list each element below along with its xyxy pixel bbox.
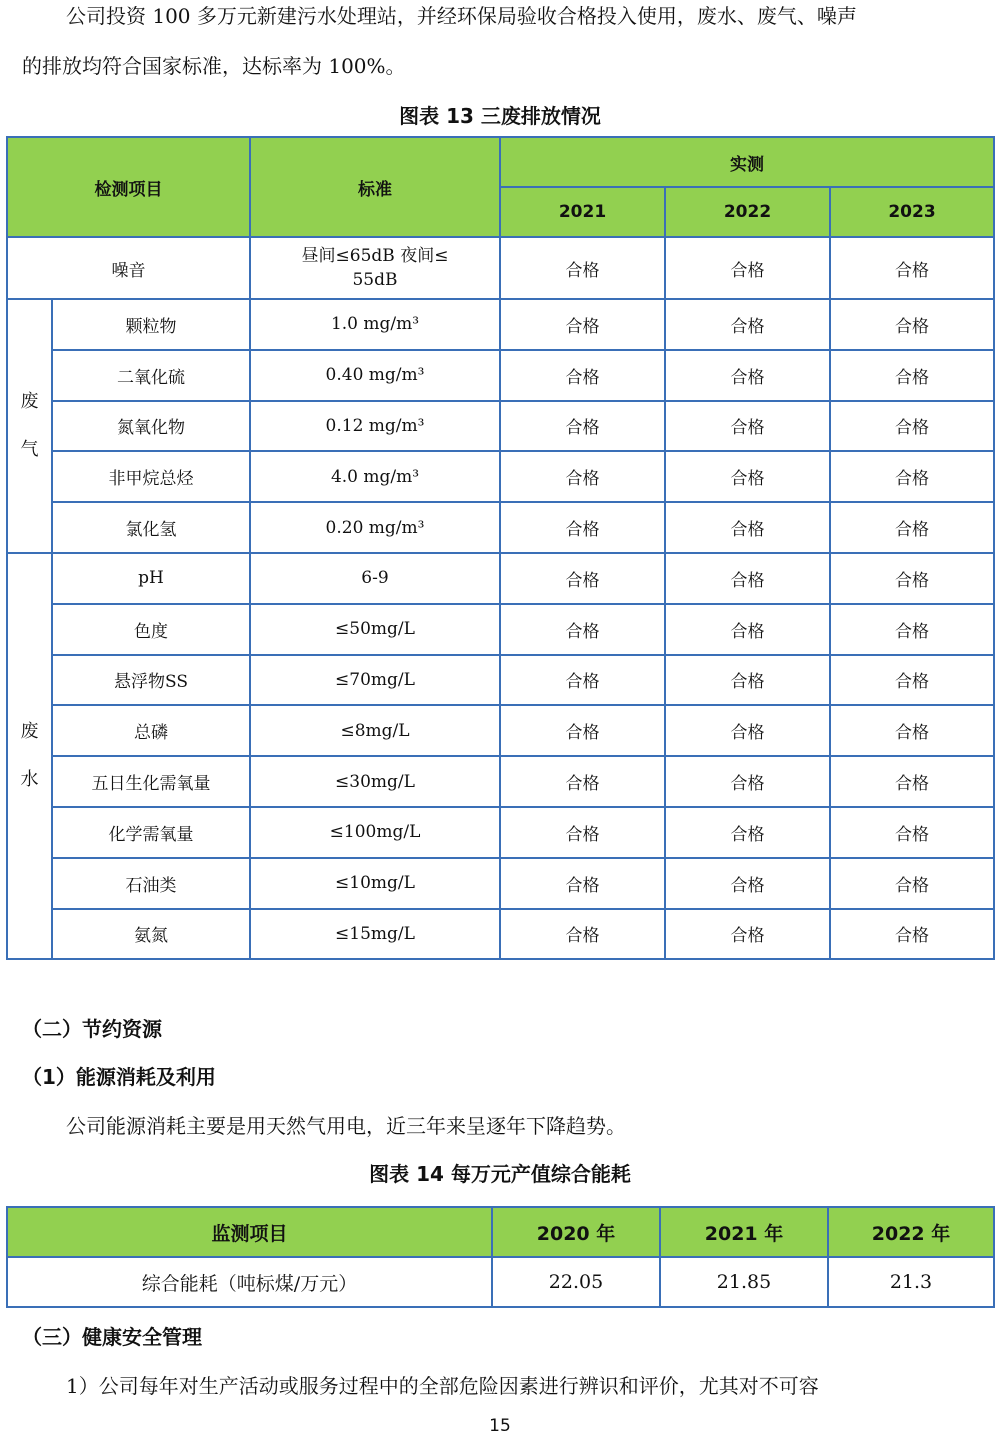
header-year: 2022 年 — [828, 1207, 994, 1257]
group-char: 水 — [20, 769, 39, 791]
result-cell: 合格 — [665, 909, 830, 960]
header-year: 2022 — [665, 187, 830, 237]
item-cell: 色度 — [52, 604, 250, 655]
result-cell: 合格 — [500, 502, 665, 553]
emission-table — [6, 136, 995, 960]
value-cell: 21.3 — [828, 1257, 994, 1307]
table-row — [7, 858, 994, 909]
result-cell: 合格 — [830, 604, 994, 655]
result-cell: 合格 — [665, 604, 830, 655]
result-cell: 合格 — [830, 705, 994, 756]
header-year: 2020 年 — [492, 1207, 660, 1257]
result-cell: 合格 — [665, 451, 830, 502]
item-cell: 噪音 — [7, 237, 250, 299]
item-cell: 二氧化硫 — [52, 350, 250, 401]
item-cell: 化学需氧量 — [52, 807, 250, 858]
standard-cell: 4.0 mg/m³ — [250, 451, 500, 502]
item-cell: 总磷 — [52, 705, 250, 756]
result-cell: 合格 — [830, 502, 994, 553]
intro-line-1: 公司投资 100 多万元新建污水处理站，并经环保局验收合格投入使用，废水、废气、噪声 — [66, 4, 857, 28]
table-header-row — [7, 1207, 994, 1257]
item-cell: 五日生化需氧量 — [52, 756, 250, 807]
result-cell: 合格 — [500, 655, 665, 706]
table-row — [7, 553, 994, 604]
group-char: 废 — [20, 721, 39, 743]
table-row — [7, 451, 994, 502]
result-cell: 合格 — [500, 756, 665, 807]
item-cell: 悬浮物SS — [52, 655, 250, 706]
result-cell: 合格 — [665, 756, 830, 807]
result-cell: 合格 — [665, 237, 830, 299]
item-cell: 石油类 — [52, 858, 250, 909]
table-row — [7, 1257, 994, 1307]
result-cell: 合格 — [665, 655, 830, 706]
table-row — [7, 237, 994, 299]
table-row — [7, 401, 994, 452]
table-row — [7, 655, 994, 706]
result-cell: 合格 — [830, 350, 994, 401]
result-cell: 合格 — [830, 451, 994, 502]
value-cell: 22.05 — [492, 1257, 660, 1307]
result-cell: 合格 — [500, 604, 665, 655]
group-char: 气 — [20, 438, 39, 460]
intro-line-2: 的排放均符合国家标准，达标率为 100%。 — [22, 54, 406, 78]
result-cell: 合格 — [500, 401, 665, 452]
result-cell: 合格 — [665, 807, 830, 858]
result-cell: 合格 — [830, 299, 994, 350]
result-cell: 合格 — [665, 553, 830, 604]
table-row — [7, 909, 994, 960]
result-cell: 合格 — [500, 299, 665, 350]
table14-caption: 图表 14 每万元产值综合能耗 — [369, 1162, 631, 1186]
result-cell: 合格 — [500, 807, 665, 858]
standard-line: 55dB — [352, 270, 398, 290]
standard-cell: ≤50mg/L — [250, 604, 500, 655]
table-row — [7, 604, 994, 655]
table-row — [7, 807, 994, 858]
result-cell: 合格 — [665, 858, 830, 909]
standard-cell — [250, 237, 500, 299]
result-cell: 合格 — [500, 909, 665, 960]
standard-line: 昼间≤65dB 夜间≤ — [301, 246, 449, 266]
result-cell: 合格 — [665, 350, 830, 401]
result-cell: 合格 — [665, 401, 830, 452]
item-cell: 氨氮 — [52, 909, 250, 960]
item-cell: 非甲烷总烃 — [52, 451, 250, 502]
table-row — [7, 756, 994, 807]
result-cell: 合格 — [830, 655, 994, 706]
section2-subheading: （1）能源消耗及利用 — [22, 1065, 216, 1089]
standard-cell: ≤8mg/L — [250, 705, 500, 756]
header-year: 2021 年 — [660, 1207, 828, 1257]
table13-caption: 图表 13 三废排放情况 — [399, 104, 601, 128]
item-cell: pH — [52, 553, 250, 604]
group-label-gas — [7, 299, 52, 553]
group-label-water — [7, 553, 52, 959]
result-cell: 合格 — [500, 350, 665, 401]
table-row — [7, 299, 994, 350]
result-cell: 合格 — [830, 807, 994, 858]
standard-cell: ≤70mg/L — [250, 655, 500, 706]
standard-cell: 0.40 mg/m³ — [250, 350, 500, 401]
group-char: 废 — [20, 390, 39, 412]
header-item: 监测项目 — [7, 1207, 492, 1257]
standard-cell: ≤30mg/L — [250, 756, 500, 807]
table-row — [7, 350, 994, 401]
result-cell: 合格 — [665, 502, 830, 553]
standard-cell: ≤10mg/L — [250, 858, 500, 909]
result-cell: 合格 — [665, 705, 830, 756]
result-cell: 合格 — [500, 858, 665, 909]
section2-paragraph: 公司能源消耗主要是用天然气用电，近三年来呈逐年下降趋势。 — [66, 1114, 626, 1138]
item-cell: 氮氧化物 — [52, 401, 250, 452]
header-standard: 标准 — [250, 137, 500, 237]
header-year: 2021 — [500, 187, 665, 237]
header-measured: 实测 — [500, 137, 994, 187]
result-cell: 合格 — [830, 401, 994, 452]
standard-cell: 0.12 mg/m³ — [250, 401, 500, 452]
result-cell: 合格 — [500, 451, 665, 502]
table-row — [7, 705, 994, 756]
result-cell: 合格 — [665, 299, 830, 350]
result-cell: 合格 — [830, 858, 994, 909]
section2-heading: （二）节约资源 — [22, 1017, 162, 1041]
item-cell: 颗粒物 — [52, 299, 250, 350]
value-cell: 21.85 — [660, 1257, 828, 1307]
item-cell: 氯化氢 — [52, 502, 250, 553]
standard-cell: ≤100mg/L — [250, 807, 500, 858]
result-cell: 合格 — [830, 553, 994, 604]
result-cell: 合格 — [500, 553, 665, 604]
table-row — [7, 502, 994, 553]
result-cell: 合格 — [830, 237, 994, 299]
result-cell: 合格 — [500, 705, 665, 756]
standard-cell: 6-9 — [250, 553, 500, 604]
result-cell: 合格 — [830, 909, 994, 960]
item-cell: 综合能耗（吨标煤/万元） — [7, 1257, 492, 1307]
header-year: 2023 — [830, 187, 994, 237]
page-number: 15 — [489, 1416, 511, 1436]
standard-cell: 0.20 mg/m³ — [250, 502, 500, 553]
standard-cell: 1.0 mg/m³ — [250, 299, 500, 350]
result-cell: 合格 — [830, 756, 994, 807]
standard-cell: ≤15mg/L — [250, 909, 500, 960]
header-item: 检测项目 — [7, 137, 250, 237]
section3-paragraph: 1）公司每年对生产活动或服务过程中的全部危险因素进行辨识和评价，尤其对不可容 — [66, 1374, 819, 1398]
energy-table — [6, 1206, 995, 1308]
result-cell: 合格 — [500, 237, 665, 299]
section3-heading: （三）健康安全管理 — [22, 1325, 202, 1349]
